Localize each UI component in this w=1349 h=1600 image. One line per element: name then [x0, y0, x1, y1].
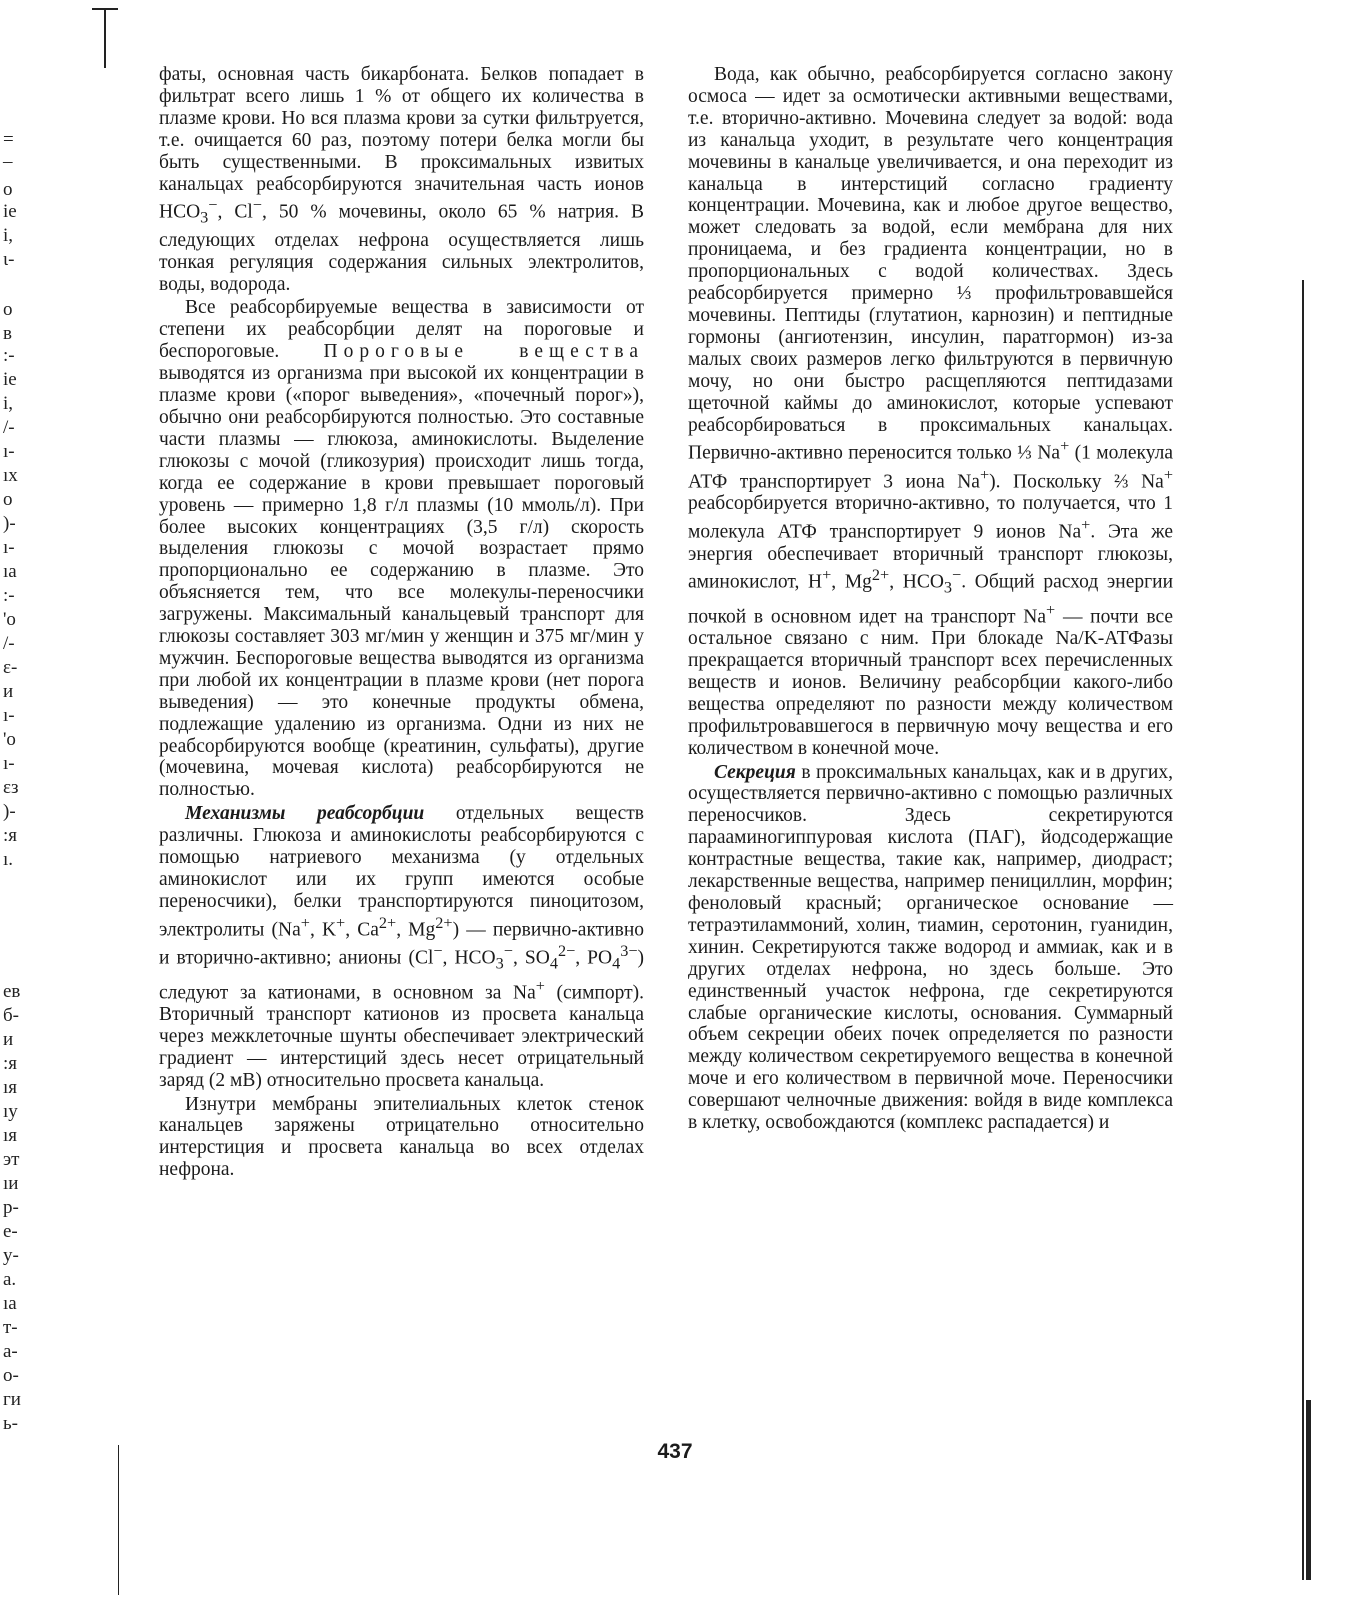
margin-fragment: /-	[3, 633, 15, 654]
margin-fragment: и	[3, 1029, 14, 1050]
margin-fragment: :-	[3, 585, 15, 606]
margin-fragment: /-	[3, 417, 15, 438]
margin-fragment: о	[3, 299, 13, 320]
margin-fragment: эт	[3, 1149, 20, 1170]
margin-fragment: о	[3, 489, 13, 510]
top-hook-stem	[104, 8, 106, 68]
paragraph: Изнутри мембраны эпителиальных клеток стенок канальцев заряжены отрицательно относительно интерстиция и просвета канальца во всех отделах нефрона.	[159, 1093, 644, 1181]
margin-fragment: ев	[3, 981, 21, 1002]
text-column-left	[159, 64, 644, 1181]
margin-fragment: у-	[3, 1245, 19, 1266]
margin-fragment: ι-	[3, 249, 15, 270]
margin-fragment: е-	[3, 1221, 18, 1242]
margin-fragment: в	[3, 323, 12, 344]
margin-fragment: :я	[3, 825, 18, 846]
paragraph: Все реабсорбируемые вещества в зависимости от степени их реабсорбции делят на пороговые и беспороговые. Пороговые вещества выводятся из организма при высокой их концентрации в плазме крови («порог выведения», «почечный порог»), обычно они реабсорбируются полностью. Это составные части плазмы — глюкоза, аминокислоты. Выделение глюкозы с мочой (гликозурия) происходит лишь тогда, когда ее содержание в крови превышает пороговый уровень — примерно 1,8 г/л плазмы (10 ммоль/л). При более высоких концентрациях (3,5 г/л) скорость выделения глюкозы с мочой возрастает прямо пропорционально ее содержанию в плазме. Это объясняется тем, что все молекулы-переносчики загружены. Максимальный канальцевый транспорт для глюкозы составляет 303 мг/мин у женщин и 375 мг/мин у мужчин. Беспороговые вещества выводятся из организма при любой их концентрации в плазме крови (нет порога выведения) — это конечные продукты обмена, подлежащие удалению из организма. Одни из них не реабсорбируются вообще (креатинин, сульфаты), другие (мочевина, мочевая кислота) реабсорбируются не полностью.	[159, 297, 644, 801]
paragraph: фаты, основная часть бикарбоната. Белков попадает в фильтрат всего лишь 1 % от общего их количества в плазме крови. Но вся плазма крови за сутки фильтруется, т.е. очищается 60 раз, поэтому потери белка могли бы быть существенными. В проксимальных извитых канальцах реабсорбируются значительная часть ионов $HCO_3^-$, Cl−, 50 % мочевины, около 65 % натрия. В следующих отделах нефрона осуществляется лишь тонкая регуляция содержания сильных электролитов, воды, водорода.	[159, 64, 644, 295]
page-number: 437	[657, 1440, 693, 1463]
text-column-right	[688, 64, 1173, 1134]
margin-fragment: 'о	[3, 609, 16, 630]
binding-edge-right-thick	[1306, 1400, 1311, 1580]
margin-fragment: ıя	[3, 1077, 18, 1098]
margin-fragment: а-	[3, 1341, 18, 1362]
paragraph: Секреция в проксимальных канальцах, как и в других, осуществляется первично-активно с помощью различных переносчиков. Здесь секретируются парааминогиппуровая кислота (ПАГ), йодсодержащие контрастные вещества, такие как, например, диодраст; лекарственные вещества, например пенициллин, морфин; феноловый красный; органическое основание — тетраэтиламмоний, холин, тиамин, серотонин, гуанидин, хинин. Секретируются также водород и аммиак, как и в других отделах нефрона, но здесь больше. Это единственный участок нефрона, где секретируются слабые органические кислоты, основания. Суммарный объем секреции обеих почек определяется по разности между количеством секретируемого вещества в конечной моче и его количеством в первичной моче. Переносчики совершают челночные движения: войдя в виде комплекса в клетку, освобождаются (комплекс распадается) и	[688, 761, 1173, 1134]
margin-fragment: 'о	[3, 729, 16, 750]
margin-fragment: ıи	[3, 1173, 19, 1194]
paragraph: Вода, как обычно, реабсорбируется согласно закону осмоса — идет за осмотически активными веществами, т.е. вторично-активно. Мочевина следует за водой: вода из канальца уходит, в результате чего концентрация мочевины в канальце увеличивается, и она переходит из канальца в интерстиций согласно градиенту концентрации. Мочевина, как и любое другое вещество, может следовать за водой, если мембрана для них проницаема, и без градиента концентрации, но в пропорциональных с водой количествах. Здесь реабсорбируется примерно ⅓ профильтровавшейся мочевины. Пептиды (глутатион, карнозин) и пептидные гормоны (ангиотензин, инсулин, паратгормон) из-за малых своих размеров легко фильтруются в первичную мочу, но они быстро расщепляются пептидазами щеточной каймы до аминокислот, которые успевают реабсорбироваться в проксимальных канальцах. Первично-активно переносится только ⅓ Na+ (1 молекула АТФ транспортирует 3 иона Na+). Поскольку ⅔ Na+ реабсорбируется вторично-активно, то получается, что 1 молекула АТФ транспортирует 9 ионов Na+. Эта же энергия обеспечивает вторичный транспорт глюкозы, аминокислот, H+, $Mg^{2+}$, $HCO_3^-$. Общий расход энергии почкой в основном идет на транспорт Na+ — почти все остальное связано с ним. При блокаде Na/K-АТФазы прекращается вторичный транспорт всех перечисленных веществ и ионов. Величину реабсорбции какого-либо вещества определяют по разности между количеством профильтровавшегося в первичную мочу вещества и его количеством в конечной моче.	[688, 64, 1173, 759]
margin-fragment: а.	[3, 1269, 17, 1290]
margin-fragment: :я	[3, 1053, 18, 1074]
margin-fragment: ı-	[3, 753, 15, 774]
paragraph: Механизмы реабсорбции отдельных веществ различны. Глюкоза и аминокислоты реабсорбируются с помощью натриевого механизма (у отдельных аминокислот или их групп имеются особые переносчики), белки транспортируются пиноцитозом, электролиты (Na+, K+, $Ca^{2+}$, $Mg^{2+}$) — первично-активно и вторично-активно; анионы (Cl−, $HCO_3^-$, $SO_4^{2-}$, $PO_4^{3-}$) следуют за катионами, в основном за Na+ (симпорт). Вторичный транспорт катионов из просвета канальца через межклеточные шунты обеспечивает электрический градиент — интерстиций здесь несет отрицательный заряд (2 мВ) относительно просвета канальца.	[159, 803, 645, 1091]
margin-fragment: ıу	[3, 1101, 18, 1122]
margin-fragment: т-	[3, 1317, 18, 1338]
margin-fragment: и	[3, 681, 14, 702]
gutter-rule-left	[118, 1445, 119, 1595]
margin-fragment: )-	[3, 513, 16, 534]
margin-fragment: і,	[3, 393, 14, 414]
margin-fragment: ıа	[3, 1293, 17, 1314]
margin-fragment: ɛз	[3, 777, 19, 798]
margin-fragment: :-	[3, 345, 15, 366]
margin-fragment: і,	[3, 225, 14, 246]
margin-fragment: ı.	[3, 849, 14, 870]
margin-fragment: о-	[3, 1365, 19, 1386]
binding-edge-right	[1302, 280, 1304, 1580]
margin-fragment: ı-	[3, 705, 15, 726]
margin-fragment: ь-	[3, 1413, 18, 1434]
margin-fragment: б-	[3, 1005, 19, 1026]
margin-fragment: ıа	[3, 561, 17, 582]
margin-fragment: іе	[3, 369, 17, 390]
margin-fragment: –	[3, 151, 13, 172]
margin-fragment: )-	[3, 801, 16, 822]
margin-fragment: ıх	[3, 465, 18, 486]
margin-fragment: ıя	[3, 1125, 18, 1146]
margin-fragment: ı-	[3, 441, 15, 462]
margin-fragment: ɛ-	[3, 657, 18, 678]
left-margin-bleed	[0, 0, 70, 1600]
margin-fragment: іе	[3, 201, 17, 222]
margin-fragment: о	[3, 179, 13, 200]
margin-fragment: =	[3, 129, 14, 150]
margin-fragment: ı-	[3, 537, 15, 558]
margin-fragment: ги	[3, 1389, 21, 1410]
margin-fragment: р-	[3, 1197, 19, 1218]
